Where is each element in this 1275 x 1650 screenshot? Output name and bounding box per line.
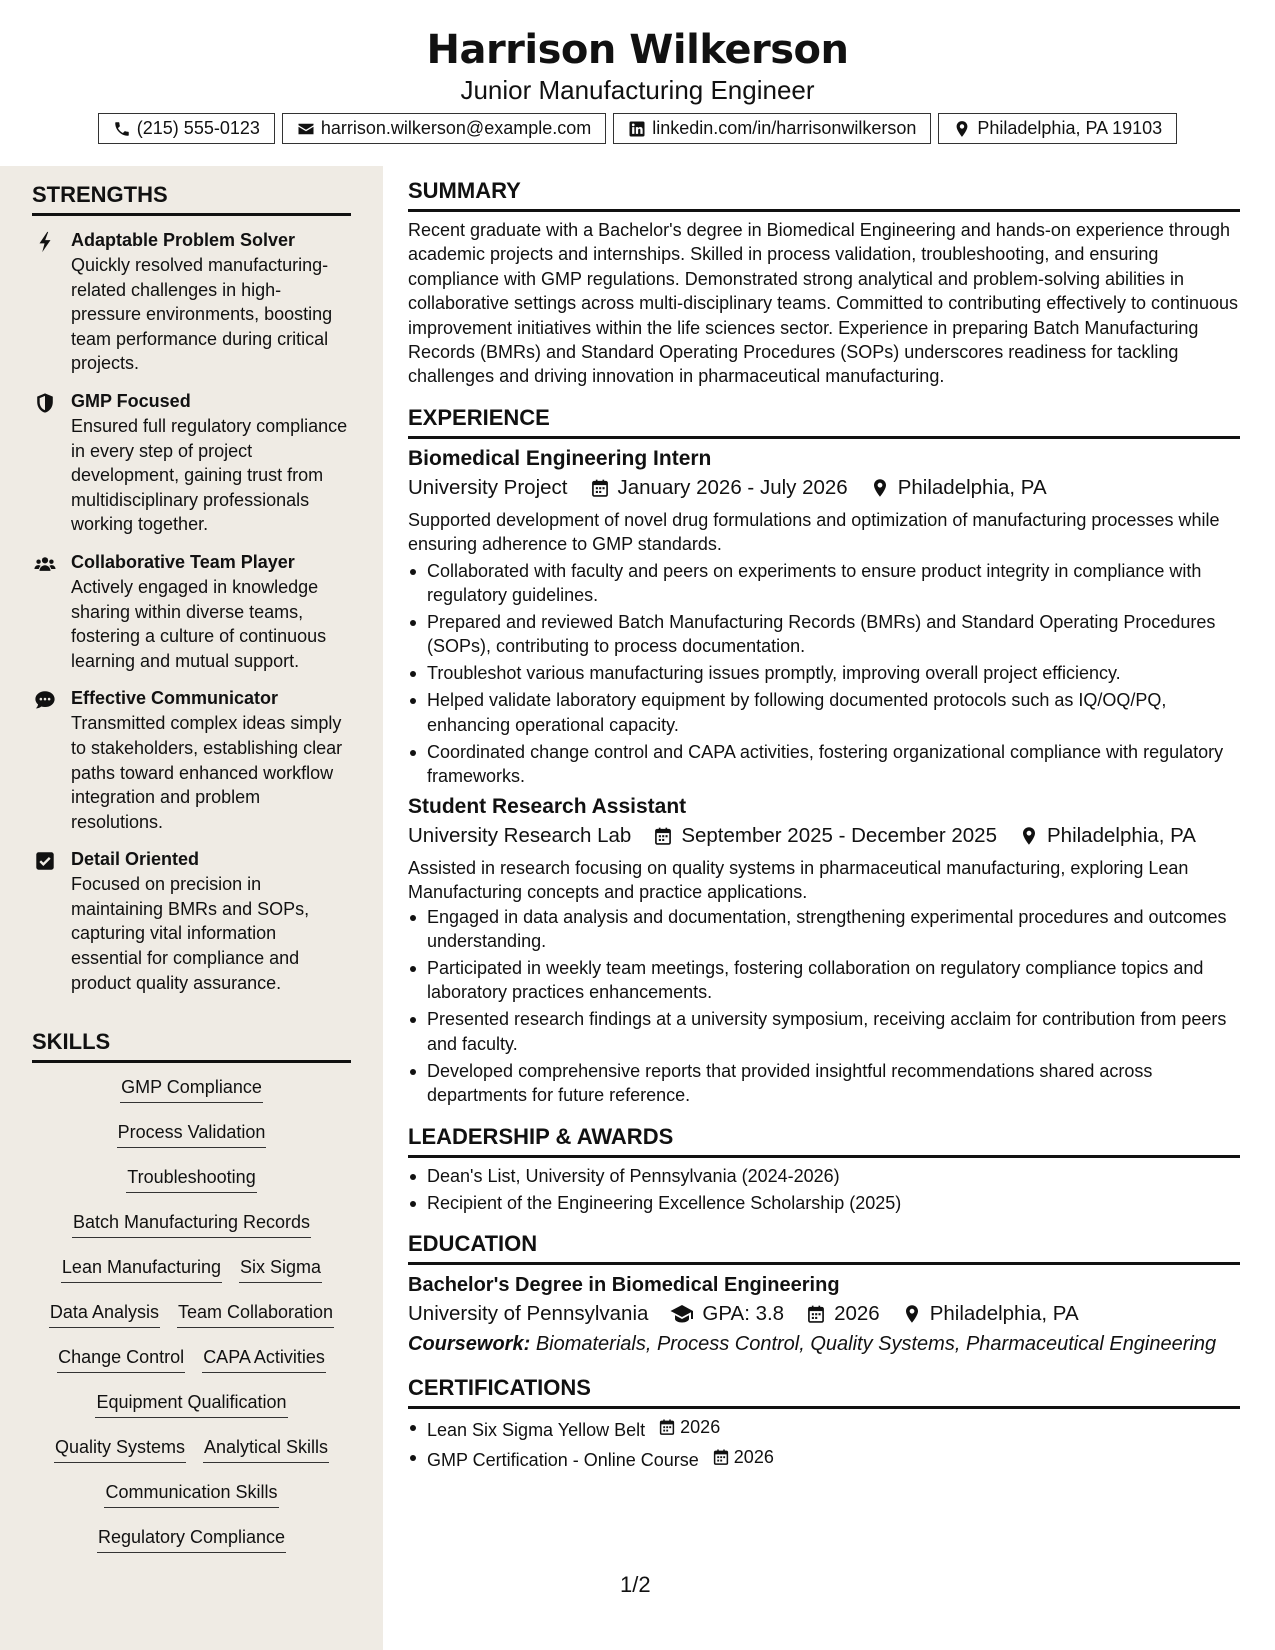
skill-row xyxy=(117,1120,267,1165)
leadership-section xyxy=(408,1122,1240,1215)
coursework xyxy=(408,1329,1240,1359)
skill-tag: Communication Skills xyxy=(104,1480,278,1508)
strength-item xyxy=(32,389,351,537)
skill-row xyxy=(54,1435,329,1480)
list-item xyxy=(408,1445,1240,1473)
skill-row xyxy=(126,1165,256,1210)
phone-icon xyxy=(113,120,131,138)
skill-tag: GMP Compliance xyxy=(120,1075,263,1103)
contact-bar xyxy=(0,113,1275,144)
skill-tag: Analytical Skills xyxy=(203,1435,329,1463)
strength-item xyxy=(32,228,351,376)
contact-linkedin-text: linkedin.com/in/harrisonwilkerson xyxy=(652,118,917,138)
candidate-title: Junior Manufacturing Engineer xyxy=(460,75,815,105)
leadership-heading: LEADERSHIP & AWARDS xyxy=(408,1122,1240,1158)
certification-year: 2026 xyxy=(680,1416,721,1437)
contact-phone[interactable] xyxy=(98,113,275,144)
candidate-name: Harrison Wilkerson xyxy=(426,27,849,73)
linkedin-icon xyxy=(628,120,646,138)
strength-description: Quickly resolved manufacturing-related challenges in high-pressure environments, boosting team performance during critical projects. xyxy=(71,255,333,374)
strength-title: Collaborative Team Player xyxy=(71,551,295,572)
summary-heading: SUMMARY xyxy=(408,176,1240,212)
skill-row xyxy=(72,1210,311,1255)
skill-tag: Troubleshooting xyxy=(126,1165,256,1193)
certification-date xyxy=(712,1445,774,1469)
list-item: Participated in weekly team meetings, fostering collaboration on regulatory compliance topics and laboratory practices enhancements. xyxy=(408,956,1240,1005)
users-icon xyxy=(34,553,56,575)
skill-row xyxy=(57,1345,326,1390)
contact-phone-text: (215) 555-0123 xyxy=(136,118,260,138)
job-meta xyxy=(408,821,1240,851)
skill-tag: Equipment Qualification xyxy=(95,1390,287,1418)
degree-title: Bachelor's Degree in Biomedical Engineering xyxy=(408,1273,840,1296)
sidebar xyxy=(0,166,383,1650)
checkbox-icon xyxy=(34,850,56,872)
main-content xyxy=(408,176,1240,1487)
contact-email-text: harrison.wilkerson@example.com xyxy=(320,118,592,138)
skill-tag: CAPA Activities xyxy=(202,1345,326,1373)
job-title: Student Research Assistant xyxy=(408,794,687,818)
skill-tag: Quality Systems xyxy=(54,1435,186,1463)
strength-item xyxy=(32,550,351,673)
skill-tag: Six Sigma xyxy=(239,1255,322,1283)
skill-row xyxy=(97,1525,286,1570)
job-entry xyxy=(408,793,1240,1108)
certification-year: 2026 xyxy=(733,1447,774,1468)
strength-title: Effective Communicator xyxy=(71,688,279,709)
strength-description: Actively engaged in knowledge sharing within diverse teams, fostering a culture of continuous learning and mutual support. xyxy=(71,576,327,671)
skills-heading: SKILLS xyxy=(32,1027,351,1063)
job-description: Assisted in research focusing on quality systems in pharmaceutical manufacturing, exploring Lean Manufacturing concepts and practice applications. xyxy=(408,857,1189,903)
list-item: Presented research findings at a university symposium, receiving acclaim for contribution from peers and faculty. xyxy=(408,1007,1240,1056)
list-item: Coordinated change control and CAPA activities, fostering organizational compliance with regulatory frameworks. xyxy=(408,740,1240,789)
graduation-year: 2026 xyxy=(834,1301,880,1325)
certification-name: Lean Six Sigma Yellow Belt xyxy=(427,1420,646,1441)
coursework-text: Biomaterials, Process Control, Quality Systems, Pharmaceutical Engineering xyxy=(535,1332,1217,1355)
certifications-section xyxy=(408,1373,1240,1473)
job-location: Philadelphia, PA xyxy=(897,475,1047,499)
education-heading: EDUCATION xyxy=(408,1229,1240,1265)
list-item: Developed comprehensive reports that provided insightful recommendations shared across departments for future reference. xyxy=(408,1059,1240,1108)
shield-icon xyxy=(34,392,56,414)
skill-tag: Process Validation xyxy=(117,1120,267,1148)
chat-bubble-icon xyxy=(34,689,56,711)
skill-tag: Lean Manufacturing xyxy=(61,1255,222,1283)
skill-row xyxy=(120,1075,263,1120)
education-meta xyxy=(408,1299,1240,1329)
job-title: Biomedical Engineering Intern xyxy=(408,446,712,470)
gpa: GPA: 3.8 xyxy=(702,1301,785,1325)
certification-date xyxy=(658,1415,720,1439)
skill-tag: Change Control xyxy=(57,1345,185,1373)
skill-row xyxy=(95,1390,287,1435)
strength-description: Ensured full regulatory compliance in every step of project development, gaining trust from multidisciplinary professionals working together. xyxy=(71,415,348,535)
job-dates: January 2026 - July 2026 xyxy=(617,475,848,499)
strength-item xyxy=(32,686,351,834)
contact-location[interactable] xyxy=(938,113,1177,144)
job-entry xyxy=(408,445,1240,789)
job-description: Supported development of novel drug formulations and optimization of manufacturing processes while ensuring adherence to GMP standards. xyxy=(408,509,1220,555)
strengths-heading: STRENGTHS xyxy=(32,180,351,216)
strength-title: GMP Focused xyxy=(71,390,191,411)
map-pin-icon xyxy=(1019,826,1039,846)
skill-tag: Data Analysis xyxy=(49,1300,160,1328)
list-item: Recipient of the Engineering Excellence Scholarship (2025) xyxy=(408,1191,1240,1215)
list-item: Collaborated with faculty and peers on experiments to ensure product integrity in compliance with regulatory guidelines. xyxy=(408,559,1240,608)
calendar-icon xyxy=(653,826,673,846)
list-item: Dean's List, University of Pennsylvania (2024-2026) xyxy=(408,1164,1240,1188)
skill-row xyxy=(104,1480,278,1525)
strengths-section xyxy=(32,180,351,995)
job-meta xyxy=(408,473,1240,503)
education-section xyxy=(408,1229,1240,1359)
job-organization: University Project xyxy=(408,475,568,499)
skill-tag: Regulatory Compliance xyxy=(97,1525,286,1553)
job-organization: University Research Lab xyxy=(408,823,632,847)
contact-location-text: Philadelphia, PA 19103 xyxy=(977,118,1163,138)
skills-section xyxy=(32,1027,351,1570)
contact-linkedin[interactable] xyxy=(613,113,931,144)
job-dates: September 2025 - December 2025 xyxy=(681,823,997,847)
school-name: University of Pennsylvania xyxy=(408,1301,649,1325)
list-item xyxy=(408,1415,1240,1443)
calendar-icon xyxy=(712,1448,730,1466)
envelope-icon xyxy=(297,120,315,138)
skill-tag: Team Collaboration xyxy=(177,1300,334,1328)
summary-text: Recent graduate with a Bachelor's degree in Biomedical Engineering and hands-on experience through academic projects and internships. Skilled in process validation, troubleshooting, and ensuring compliance with GMP regulations. Demonstrated strong analytical and problem-solving abilities in collaborative settings across multi-disciplinary teams. Committed to contributing effectively to continuous improvement initiatives within the life sciences sector. Experience in preparing Batch Manufacturing Records (BMRs) and Standard Operating Procedures (SOPs) underscores readiness for tackling challenges and driving innovation in pharmaceutical manufacturing. xyxy=(408,220,1239,387)
calendar-icon xyxy=(658,1418,676,1436)
school-location: Philadelphia, PA xyxy=(929,1301,1079,1325)
strength-title: Adaptable Problem Solver xyxy=(71,230,296,250)
skill-tag: Batch Manufacturing Records xyxy=(72,1210,311,1238)
lightning-bolt-icon xyxy=(34,231,56,253)
job-bullets xyxy=(408,905,1240,1108)
calendar-icon xyxy=(806,1304,826,1324)
map-pin-icon xyxy=(953,120,971,138)
strength-description: Transmitted complex ideas simply to stakeholders, establishing clear paths toward enhanced workflow integration and problem resolutions. xyxy=(71,713,343,832)
experience-heading: EXPERIENCE xyxy=(408,403,1240,439)
graduation-cap-icon xyxy=(670,1302,694,1326)
calendar-icon xyxy=(590,478,610,498)
summary-section xyxy=(408,176,1240,389)
skill-row xyxy=(61,1255,322,1300)
map-pin-icon xyxy=(870,478,890,498)
map-pin-icon xyxy=(902,1304,922,1324)
experience-section xyxy=(408,403,1240,1108)
certification-name: GMP Certification - Online Course xyxy=(427,1450,699,1471)
certifications-list xyxy=(408,1415,1240,1473)
list-item: Helped validate laboratory equipment by following documented protocols such as IQ/OQ/PQ, enhancing operational capacity. xyxy=(408,688,1240,737)
strength-title: Detail Oriented xyxy=(71,849,200,870)
strength-description: Focused on precision in maintaining BMRs and SOPs, capturing vital information essential for compliance and product quality assurance. xyxy=(71,874,310,993)
list-item: Prepared and reviewed Batch Manufacturing Records (BMRs) and Standard Operating Procedures (SOPs), contributing to process documentation. xyxy=(408,610,1240,659)
skills-list xyxy=(32,1075,351,1570)
skill-row xyxy=(49,1300,334,1345)
contact-email[interactable] xyxy=(282,113,606,144)
job-location: Philadelphia, PA xyxy=(1047,823,1196,847)
page-number: 1/2 xyxy=(620,1572,651,1597)
certifications-heading: CERTIFICATIONS xyxy=(408,1373,1240,1409)
coursework-label: Coursework: xyxy=(408,1332,531,1355)
strength-item xyxy=(32,847,351,995)
leadership-list xyxy=(408,1164,1240,1215)
list-item: Engaged in data analysis and documentation, strengthening experimental procedures and outcomes understanding. xyxy=(408,905,1240,954)
list-item: Troubleshot various manufacturing issues promptly, improving overall project efficiency. xyxy=(408,661,1240,685)
job-bullets xyxy=(408,559,1240,789)
resume-header xyxy=(0,0,1275,166)
